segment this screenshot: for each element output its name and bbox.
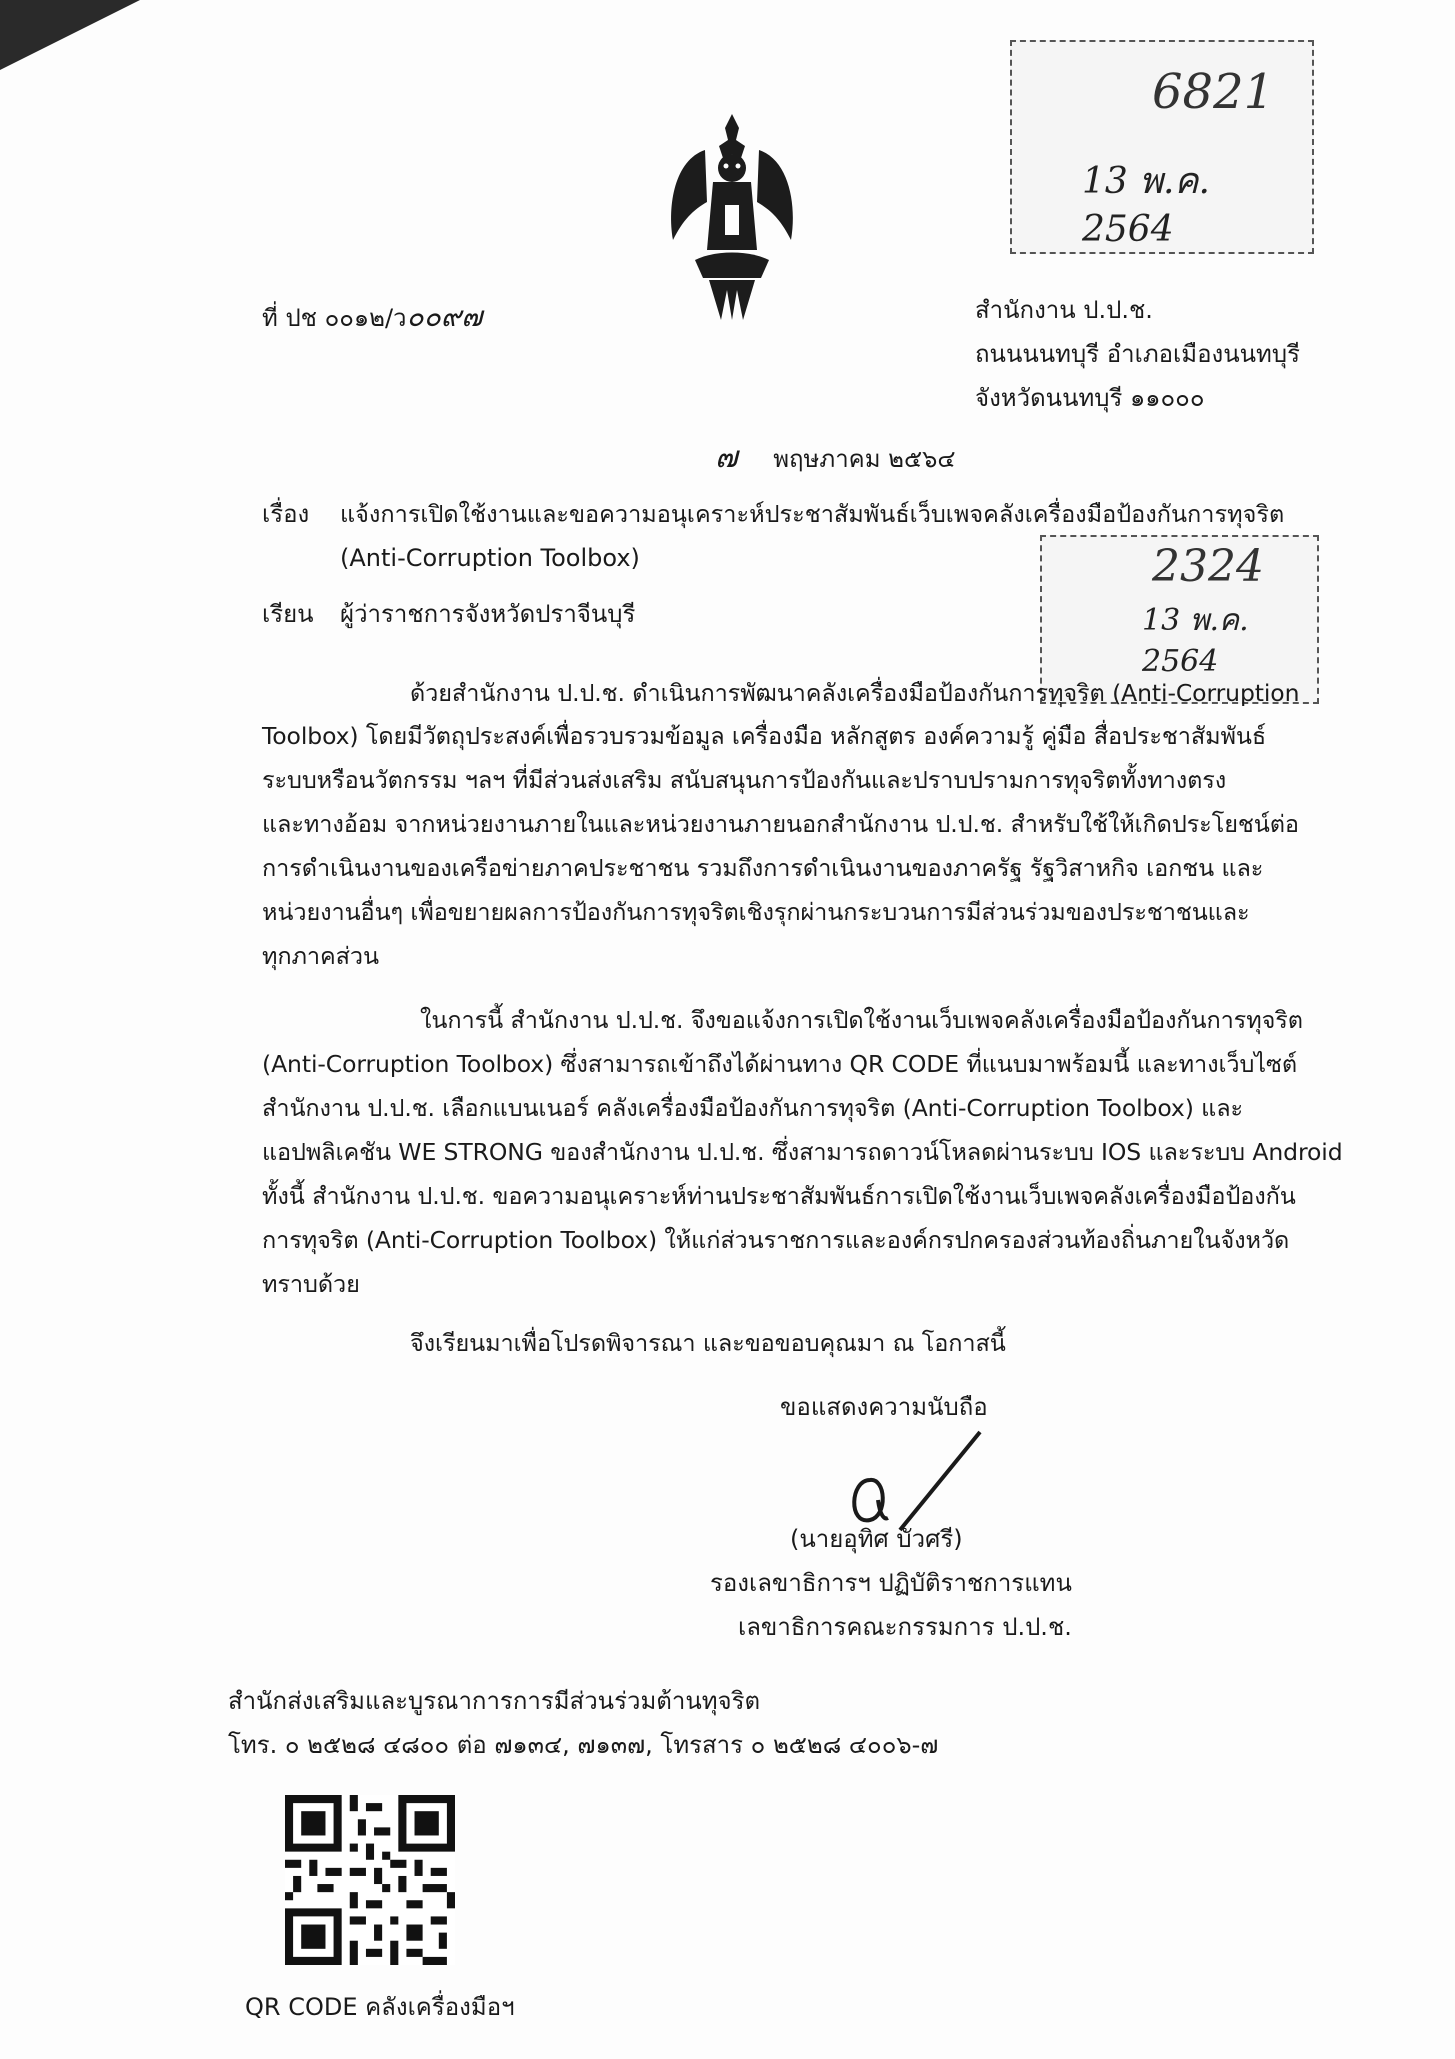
paragraph-1-line-4: และทางอ้อม จากหน่วยงานภายในและหน่วยงานภายนอกสำนักงาน ป.ป.ช. สำหรับใช้ให้เกิดประโยชน์ต่อ <box>262 810 1299 838</box>
paragraph-2-line-2: (Anti-Corruption Toolbox) ซึ่งสามารถเข้าถึงได้ผ่านทาง QR CODE ที่แนบมาพร้อมนี้ และทางเว็บไซต์ <box>262 1050 1298 1078</box>
paragraph-1-line-5: การดำเนินงานของเครือข่ายภาคประชาชน รวมถึงการดำเนินงานของภาครัฐ รัฐวิสาหกิจ เอกชน และ <box>262 854 1264 882</box>
paragraph-2-line-7: ทราบด้วย <box>262 1270 360 1298</box>
paragraph-1-line-3: ระบบหรือนวัตกรรม ฯลฯ ที่มีส่วนส่งเสริม สนับสนุนการป้องกันและปราบปรามการทุจริตทั้งทางตรง <box>262 766 1227 794</box>
reference-handwritten: ๐๐๙๗ <box>406 300 483 333</box>
receipt-stamp-2-number: 2324 <box>1152 541 1264 592</box>
receipt-stamp-number: 6821 <box>1152 64 1275 120</box>
subject-line-2: (Anti-Corruption Toolbox) <box>340 544 640 572</box>
garuda-emblem-icon <box>665 110 800 325</box>
receipt-stamp-date: 13 พ.ค. 2564 <box>1082 161 1210 250</box>
sender-address-line-1: สำนักงาน ป.ป.ช. <box>975 296 1153 324</box>
qr-caption: QR CODE คลังเครื่องมือฯ <box>245 1993 515 2021</box>
signer-title-2: เลขาธิการคณะกรรมการ ป.ป.ช. <box>738 1613 1072 1641</box>
footer-phone: โทร. ๐ ๒๕๒๘ ๔๘๐๐ ต่อ ๗๑๓๔, ๗๑๓๗, โทรสาร ๐ ๒๕๒๘ ๔๐๐๖-๗ <box>228 1731 939 1759</box>
paragraph-2-line-3: สำนักงาน ป.ป.ช. เลือกแบนเนอร์ คลังเครื่องมือป้องกันการทุจริต (Anti-Corruption Toolbox) และ <box>262 1094 1244 1122</box>
paragraph-1-line-6: หน่วยงานอื่นๆ เพื่อขยายผลการป้องกันการทุจริตเชิงรุกผ่านกระบวนการมีส่วนร่วมของประชาชนและ <box>262 898 1250 926</box>
sender-address-line-3: จังหวัดนนทบุรี ๑๑๐๐๐ <box>975 384 1205 412</box>
qr-code-icon <box>285 1795 455 1965</box>
paragraph-1-line-7: ทุกภาคส่วน <box>262 942 379 970</box>
subject-label: เรื่อง <box>262 500 310 528</box>
footer-office: สำนักส่งเสริมและบูรณาการการมีส่วนร่วมต้านทุจริต <box>228 1687 761 1715</box>
recipient: ผู้ว่าราชการจังหวัดปราจีนบุรี <box>340 600 636 628</box>
sender-address-line-2: ถนนนนทบุรี อำเภอเมืองนนทบุรี <box>975 340 1300 368</box>
signer-title-1: รองเลขาธิการฯ ปฏิบัติราชการแทน <box>710 1569 1072 1597</box>
reference-number <box>262 300 482 334</box>
paragraph-1-line-2: Toolbox) โดยมีวัตถุประสงค์เพื่อรวบรวมข้อมูล เครื่องมือ หลักสูตร องค์ความรู้ คู่มือ สื่อประชาสัมพันธ์ <box>262 722 1267 750</box>
subject-line-1: แจ้งการเปิดใช้งานและขอความอนุเคราะห์ประชาสัมพันธ์เว็บเพจคลังเครื่องมือป้องกันการทุจริต <box>340 500 1285 528</box>
paragraph-2-line-1: ในการนี้ สำนักงาน ป.ป.ช. จึงขอแจ้งการเปิดใช้งานเว็บเพจคลังเครื่องมือป้องกันการทุจริต <box>420 1006 1303 1034</box>
paragraph-2-line-4: แอปพลิเคชัน WE STRONG ของสำนักงาน ป.ป.ช. ซึ่งสามารถดาวน์โหลดผ่านระบบ IOS และระบบ Android <box>262 1138 1343 1166</box>
handwritten-signature <box>840 1420 990 1540</box>
paragraph-2-line-6: การทุจริต (Anti-Corruption Toolbox) ให้แก่ส่วนราชการและองค์กรปกครองส่วนท้องถิ่นภายในจังหวัด <box>262 1226 1290 1254</box>
letter-date-month-year: พฤษภาคม ๒๕๖๔ <box>773 445 956 473</box>
paragraph-2-line-5: ทั้งนี้ สำนักงาน ป.ป.ช. ขอความอนุเคราะห์ท่านประชาสัมพันธ์การเปิดใช้งานเว็บเพจคลังเครื่องมือป้องกัน <box>262 1182 1296 1210</box>
receipt-stamp-top <box>1010 40 1314 254</box>
closing-request: จึงเรียนมาเพื่อโปรดพิจารณา และขอขอบคุณมา ณ โอกาสนี้ <box>410 1329 1006 1357</box>
receipt-stamp-2-date: 13 พ.ค. 2564 <box>1142 603 1249 679</box>
paragraph-1-line-1: ด้วยสำนักงาน ป.ป.ช. ดำเนินการพัฒนาคลังเครื่องมือป้องกันการทุจริต (Anti-Corruption <box>410 679 1300 707</box>
recipient-label: เรียน <box>262 600 314 628</box>
signer-name: (นายอุทิศ บัวศรี) <box>790 1525 963 1553</box>
reference-prefix: ที่ ปช ๐๐๑๒/ว <box>262 304 407 332</box>
letter-date <box>715 440 956 476</box>
closing-phrase: ขอแสดงความนับถือ <box>780 1393 988 1421</box>
scan-shadow-edge <box>0 0 140 70</box>
letter-date-day: ๗ <box>715 440 738 475</box>
